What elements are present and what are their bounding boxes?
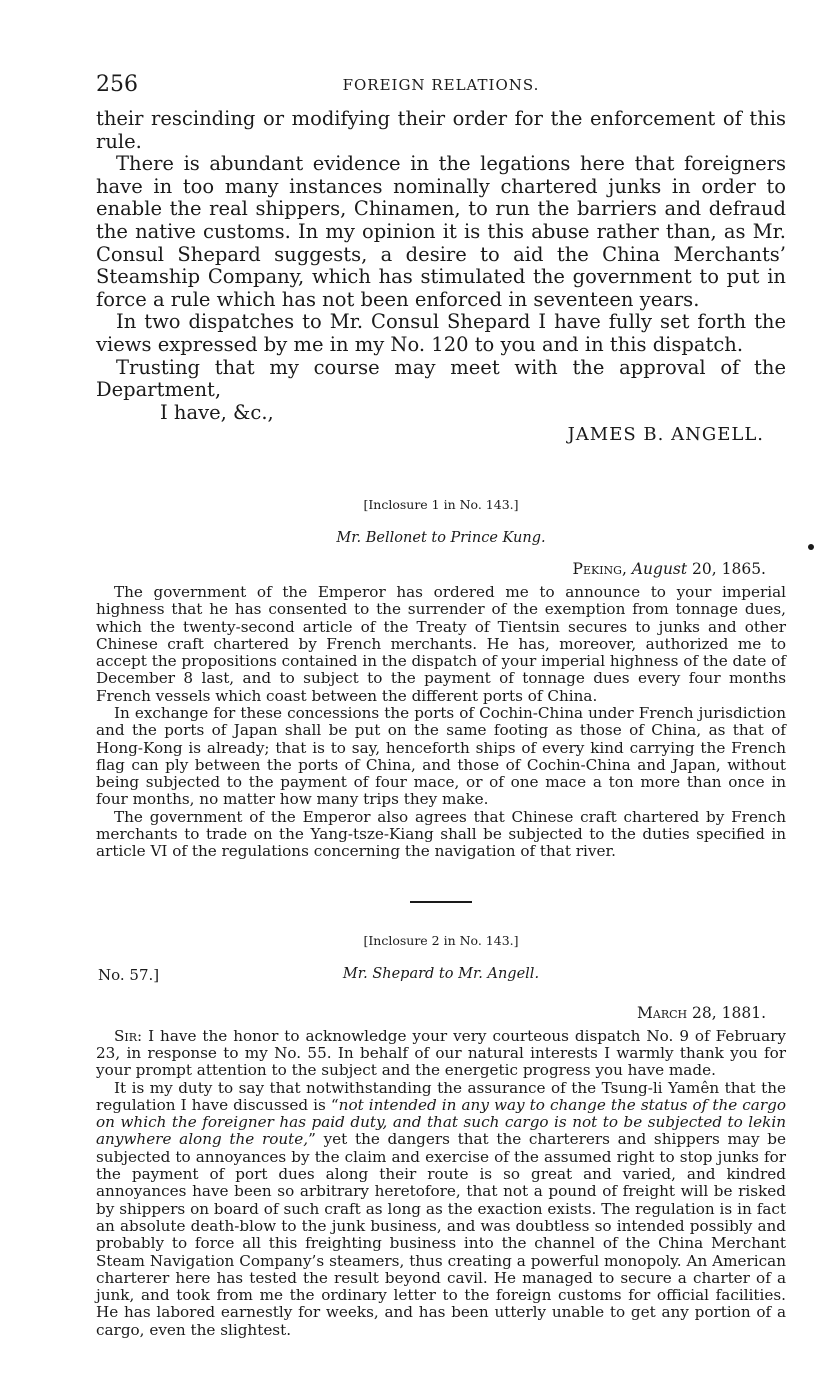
document-page bbox=[96, 72, 786, 1339]
quoted-assurance: not intended in any way to change the status of the cargo on which the foreigner has paid duty, and that such cargo is not to be subjected to lekin anywhere along the route, bbox=[96, 1095, 786, 1149]
page-number: 256 bbox=[96, 72, 138, 97]
inclosure-1-body bbox=[96, 584, 786, 861]
inclosure-2-paragraph bbox=[96, 1080, 786, 1339]
inclosure-2-body bbox=[96, 1028, 786, 1339]
inclosure-2-label: [Inclosure 2 in No. 143.] bbox=[363, 932, 519, 948]
paragraph-text: I have the honor to acknowledge your very courteous dispatch No. 9 of February 23, in response to my No. 55. In behalf of our natural interests I warmly thank you for your prompt attention to the subject and the energetic progress you have made. bbox=[96, 1026, 786, 1080]
inclosure-1-paragraph: The government of the Emperor has ordered me to announce to your imperial highness that he has consented to the surrender of the exemption from tonnage dues, which the twenty-second article of the Treaty of Tientsin secures to junks and other Chinese craft chartered by French merchants. He has, moreover, authorized me to accept the propositions contained in the dispatch of your imperial highness of the date of December 8 last, and to subject to the payment of tonnage dues every four months French vessels which coast between the different ports of China. bbox=[96, 582, 786, 705]
dispatch-paragraph: Trusting that my course may meet with the approval of the Department, bbox=[96, 355, 786, 402]
dispatch-paragraph: In two dispatches to Mr. Consul Shepard I have fully set forth the views expressed by me in my No. 120 to you and in this dispatch. bbox=[96, 310, 786, 356]
section-divider bbox=[410, 901, 472, 903]
date-text: March 28, 1881. bbox=[637, 1003, 766, 1022]
margin-mark bbox=[808, 544, 814, 550]
document-number: No. 57.] bbox=[98, 965, 160, 984]
paragraph-text: It is my duty to say that notwithstanding the assurance of the Tsung-li Yamên that the regulation I have discussed is “ bbox=[96, 1078, 786, 1114]
date-place: Peking, bbox=[572, 559, 627, 578]
date-month: August bbox=[631, 559, 688, 578]
dispatch-paragraph: There is abundant evidence in the legations here that foreigners have in too many instances nominally chartered junks in order to enable the real shippers, Chinamen, to run the barriers and defraud the native customs. In my opinion it is this abuse rather than, as Mr. Consul Shepard suggests, a desire to aid the China Merchants’ Steamship Company, which has stimulated the government to put in force a rule which has not been enforced in seventeen years. bbox=[96, 152, 786, 311]
inclosure-1-paragraph: The government of the Emperor also agrees that Chinese craft chartered by French merchants to trade on the Yang-tsze-Kiang shall be subjected to the duties specified in article VI of the regulations concerning the navigation of that river. bbox=[96, 807, 786, 861]
inclosure-2-address-row bbox=[96, 966, 786, 990]
dispatch-closing bbox=[96, 402, 786, 447]
inclosure-1-dateline bbox=[96, 560, 786, 578]
date-rest: 20, 1865. bbox=[687, 559, 766, 578]
inclosure-2-address: Mr. Shepard to Mr. Angell. bbox=[342, 965, 540, 982]
closing-formula: I have, &c., bbox=[160, 400, 274, 424]
salutation: Sir: bbox=[114, 1026, 143, 1045]
running-head bbox=[96, 72, 786, 108]
inclosure-2-paragraph bbox=[96, 1028, 786, 1080]
inclosure-1-address: Mr. Bellonet to Prince Kung. bbox=[336, 529, 546, 546]
running-title: FOREIGN RELATIONS. bbox=[342, 76, 540, 94]
signature: JAMES B. ANGELL. bbox=[567, 424, 764, 446]
inclosure-1-paragraph: In exchange for these concessions the ports of Cochin-China under French jurisdiction and the ports of Japan shall be put on the same footing as those of China, as that of Hong-Kong is already; that is to say, henceforth ships of every kind carrying the French flag can ply between the ports of China, and those of Cochin-China and Japan, without being subjected to the payment of four mace, or of one mace a ton more than once in four months, no matter how many trips they make. bbox=[96, 703, 786, 809]
inclosure-2-dateline bbox=[96, 1004, 786, 1022]
inclosure-1-label: [Inclosure 1 in No. 143.] bbox=[363, 496, 519, 512]
dispatch-paragraph: their rescinding or modifying their order for the enforcement of this rule. bbox=[96, 107, 786, 153]
dispatch-body bbox=[96, 108, 786, 402]
paragraph-text: ” yet the dangers that the charterers and shippers may be subjected to annoyances by the claim and exercise of the assumed right to stop junks for the payment of port dues along their route is so great and varied, and kindred annoyances have been so arbitrary heretofore, that not a pound of freight will be risked by shippers on board of such craft as long as the exaction exists. The regulation is in fact an absolute death-blow to the junk business, and was doubtless so intended possibly and probably to force all this freighting business into the channel of the China Merchant Steam Navigation Company’s steamers, thus creating a powerful monopoly. An American charterer here has tested the result beyond cavil. He managed to secure a charter of a junk, and took from me the ordinary letter to the foreign customs for official facilities. He has labored earnestly for weeks, and has been utterly unable to get any portion of a cargo, even the slightest. bbox=[96, 1130, 786, 1339]
